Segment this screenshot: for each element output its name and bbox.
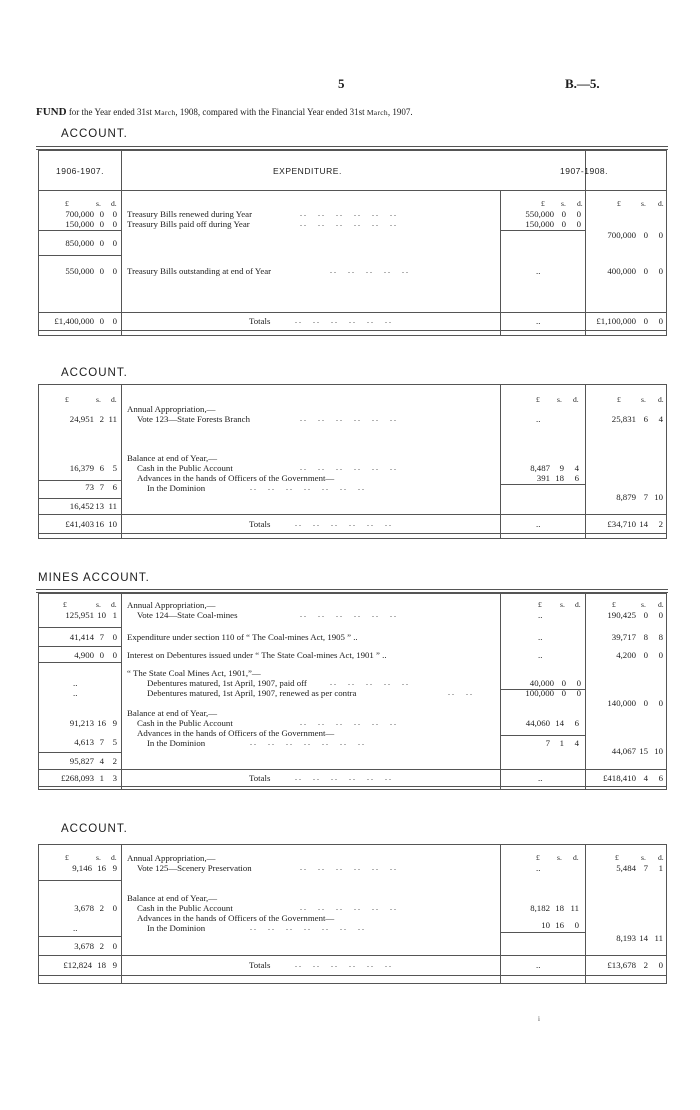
- unit-pounds: £: [536, 395, 540, 404]
- row-label: Balance at end of Year,—: [127, 453, 218, 463]
- blank-mark: ..: [536, 266, 541, 276]
- unit-shillings: s.: [96, 600, 101, 609]
- totals-label: Totals: [249, 316, 271, 326]
- unit-shillings: s.: [561, 199, 566, 208]
- page-number: 5: [338, 76, 345, 91]
- unit-pounds: £: [615, 853, 619, 862]
- col-heading-expenditure: EXPENDITURE.: [273, 166, 342, 176]
- row-label: Expenditure under section 110 of “ The Coal-mines Act, 1905 ” ..: [127, 632, 358, 642]
- unit-pounds: £: [65, 199, 69, 208]
- blank-mark: ..: [73, 678, 78, 688]
- row-label: Debentures matured, 1st April, 1907, paid off: [147, 678, 307, 688]
- col-heading-current-year: 1907-1908.: [560, 166, 609, 176]
- unit-pence: d.: [658, 199, 664, 208]
- row-label: Advances in the hands of Officers of the Government—: [137, 728, 335, 738]
- section-title: ACCOUNT.: [61, 367, 128, 379]
- row-label: Treasury Bills renewed during Year: [127, 209, 253, 219]
- unit-shillings: s.: [557, 395, 562, 404]
- fund-heading: FUND for the Year ended 31st March, 1908, compared with the Financial Year ended 31st March, 1907.: [36, 106, 413, 118]
- unit-pence: d.: [573, 395, 579, 404]
- unit-shillings: s.: [641, 853, 646, 862]
- row-label: In the Dominion: [147, 483, 206, 493]
- page-footer-mark: i: [538, 1015, 540, 1023]
- blank-mark: ..: [536, 519, 541, 529]
- row-label: Vote 123—State Forests Branch: [137, 414, 250, 424]
- blank-mark: ..: [538, 610, 543, 620]
- unit-pence: d.: [573, 853, 579, 862]
- unit-pounds: £: [65, 395, 69, 404]
- blank-mark: ..: [538, 632, 543, 642]
- row-label: Debentures matured, 1st April, 1907, renewed as per contra: [147, 688, 357, 698]
- unit-pounds: £: [612, 600, 616, 609]
- unit-pounds: £: [617, 199, 621, 208]
- unit-shillings: s.: [560, 600, 565, 609]
- blank-mark: ..: [536, 316, 541, 326]
- row-label: Vote 125—Scenery Preservation: [137, 863, 252, 873]
- blank-mark: ..: [538, 650, 543, 660]
- unit-pence: d.: [658, 853, 664, 862]
- row-label: In the Dominion: [147, 738, 206, 748]
- section-title: ACCOUNT.: [61, 128, 128, 140]
- row-label: Cash in the Public Account: [137, 903, 233, 913]
- row-label: “ The State Coal Mines Act, 1901,”—: [127, 668, 261, 678]
- blank-mark: ..: [536, 414, 541, 424]
- unit-pounds: £: [538, 600, 542, 609]
- unit-pence: d.: [111, 395, 117, 404]
- blank-mark: ..: [73, 923, 78, 933]
- row-label: Advances in the hands of Officers of the Government—: [137, 473, 335, 483]
- unit-shillings: s.: [96, 199, 101, 208]
- unit-pounds: £: [541, 199, 545, 208]
- unit-pence: d.: [658, 395, 664, 404]
- row-label: Balance at end of Year,—: [127, 893, 218, 903]
- unit-pence: d.: [577, 199, 583, 208]
- totals-label: Totals: [249, 519, 271, 529]
- unit-pounds: £: [617, 395, 621, 404]
- row-label: Cash in the Public Account: [137, 463, 233, 473]
- unit-pence: d.: [111, 199, 117, 208]
- unit-pence: d.: [658, 600, 664, 609]
- section-title: ACCOUNT.: [61, 823, 128, 835]
- row-label: Vote 124—State Coal-mines: [137, 610, 238, 620]
- unit-shillings: s.: [557, 853, 562, 862]
- row-label: Treasury Bills paid off during Year: [127, 219, 250, 229]
- row-label: Balance at end of Year,—: [127, 708, 218, 718]
- blank-mark: ..: [538, 773, 543, 783]
- unit-shillings: s.: [96, 395, 101, 404]
- totals-label: Totals: [249, 773, 271, 783]
- unit-pence: d.: [575, 600, 581, 609]
- row-label: Cash in the Public Account: [137, 718, 233, 728]
- blank-mark: ..: [73, 688, 78, 698]
- blank-mark: ..: [536, 863, 541, 873]
- row-label: Annual Appropriation,—: [127, 404, 216, 414]
- unit-pounds: £: [536, 853, 540, 862]
- section-title: MINES ACCOUNT.: [38, 572, 150, 584]
- unit-shillings: s.: [641, 395, 646, 404]
- row-label: Annual Appropriation,—: [127, 853, 216, 863]
- row-label: In the Dominion: [147, 923, 206, 933]
- row-label: Treasury Bills outstanding at end of Year: [127, 266, 272, 276]
- row-label: Interest on Debentures issued under “ The State Coal-mines Act, 1901 ” ..: [127, 650, 387, 660]
- row-label: Annual Appropriation,—: [127, 600, 216, 610]
- blank-mark: ..: [536, 960, 541, 970]
- unit-pence: d.: [111, 600, 117, 609]
- unit-shillings: s.: [641, 199, 646, 208]
- unit-shillings: s.: [96, 853, 101, 862]
- unit-pounds: £: [65, 853, 69, 862]
- unit-shillings: s.: [641, 600, 646, 609]
- row-label: Advances in the hands of Officers of the Government—: [137, 913, 335, 923]
- unit-pence: d.: [111, 853, 117, 862]
- document-reference: B.—5.: [565, 76, 600, 91]
- col-heading-prior-year: 1906-1907.: [56, 166, 105, 176]
- unit-pounds: £: [63, 600, 67, 609]
- totals-label: Totals: [249, 960, 271, 970]
